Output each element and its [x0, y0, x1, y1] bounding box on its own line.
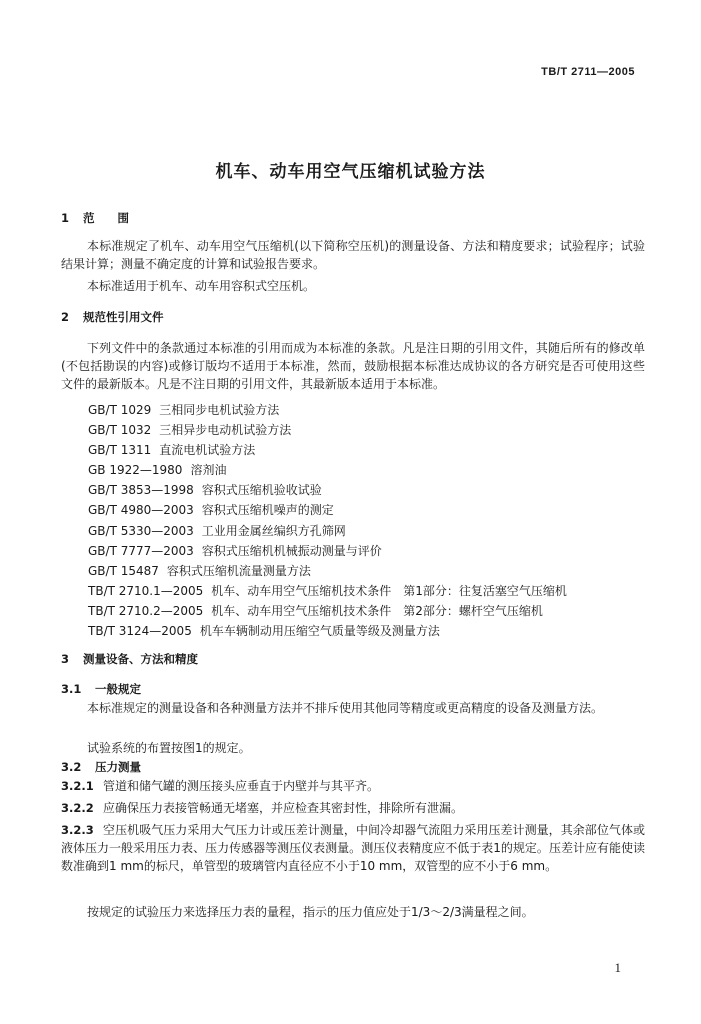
reference-item: [88, 561, 567, 581]
section-3-heading: [61, 651, 198, 667]
clause-text: 管道和储气罐的测压接头应垂直于内壁并与其平齐。: [103, 779, 380, 793]
section-number: 2: [61, 310, 70, 324]
reference-item: [88, 460, 567, 480]
section-number: 3: [61, 652, 70, 666]
clause-number: 3.2.3: [61, 823, 94, 837]
clause-3-2-2: [61, 799, 645, 817]
section-3-2-paragraph: 按规定的试验压力来选择压力表的量程，指示的压力值应处于1/3～2/3满量程之间。: [87, 905, 534, 919]
reference-title: 容积式压缩机流量测量方法: [166, 563, 311, 578]
reference-list: [88, 400, 567, 641]
reference-item: [88, 400, 567, 420]
section-title: 范 围: [83, 211, 129, 225]
reference-title: 机车、动车用空气压缩机技术条件 第1部分：往复活塞空气压缩机: [211, 583, 567, 598]
reference-code: TB/T 2710.2—2005: [88, 603, 204, 618]
reference-code: GB/T 15487: [88, 563, 159, 578]
clause-3-2-3: [61, 821, 645, 875]
section-2-heading: [61, 309, 164, 325]
reference-title: 直流电机试验方法: [159, 443, 256, 458]
clause-text: 空压机吸气压力采用大气压力计或压差计测量，中间冷却器气流阻力采用压差计测量，其余部位气体或液体压力一般采用压力表、压力传感器等测压仪表测量。测压仪表精度应不低于表1的规定。压差计应有能使读数准确到1 mm的标尺，单管型的玻璃管内直径应不小于10 mm，双管型的应不小于6 mm。: [61, 823, 645, 873]
section-1-paragraph-2: 本标准适用于机车、动车用容积式空压机。: [87, 279, 316, 293]
subsection-number: 3.2: [61, 760, 82, 774]
reference-code: GB/T 1311: [88, 443, 152, 458]
reference-item: [88, 521, 567, 541]
reference-item: [88, 440, 567, 460]
reference-title: 机车车辆制动用压缩空气质量等级及测量方法: [199, 624, 440, 639]
reference-code: GB 1922—1980: [88, 463, 183, 478]
section-1-heading: [61, 210, 129, 226]
reference-item: [88, 480, 567, 500]
clause-number: 3.2.1: [61, 779, 94, 793]
document-title: 机车、动车用空气压缩机试验方法: [215, 162, 486, 182]
section-3-1-paragraph-1: 本标准规定的测量设备和各种测量方法并不排斥使用其他同等精度或更高精度的设备及测量方法。: [87, 701, 604, 715]
clause-3-2-1: [61, 777, 645, 795]
reference-code: GB/T 5330—2003: [88, 523, 194, 538]
section-title: 测量设备、方法和精度: [83, 652, 198, 666]
subsection-number: 3.1: [61, 682, 82, 696]
reference-title: 容积式压缩机机械振动测量与评价: [201, 543, 382, 558]
reference-title: 三相同步电机试验方法: [159, 403, 280, 417]
reference-item: [88, 621, 567, 641]
section-title: 规范性引用文件: [83, 310, 164, 324]
reference-item: [88, 420, 567, 440]
reference-item: [88, 541, 567, 561]
section-3-1-heading: [61, 681, 141, 697]
reference-title: 三相异步电动机试验方法: [159, 423, 292, 438]
section-number: 1: [61, 211, 70, 225]
standard-number: TB/T 2711—2005: [541, 66, 635, 78]
page-number: 1: [614, 960, 621, 975]
reference-code: GB/T 3853—1998: [88, 483, 194, 498]
reference-title: 容积式压缩机噪声的测定: [201, 503, 334, 518]
reference-code: TB/T 3124—2005: [88, 624, 192, 639]
subsection-title: 一般规定: [95, 682, 141, 696]
section-2-paragraph: 下列文件中的条款通过本标准的引用而成为本标准的条款。凡是注日期的引用文件，其随后所有的修改单(不包括勘误的内容)或修订版均不适用于本标准，然而，鼓励根据本标准达成协议的各方研究是否可使用这些文件的最新版本。凡是不注日期的引用文件，其最新版本适用于本标准。: [61, 341, 645, 391]
reference-title: 工业用金属丝编织方孔筛网: [201, 523, 346, 538]
reference-code: GB/T 1029: [88, 403, 152, 417]
reference-code: GB/T 1032: [88, 423, 152, 438]
reference-title: 容积式压缩机验收试验: [201, 483, 322, 498]
reference-item: [88, 601, 567, 621]
section-3-1-paragraph-2: 试验系统的布置按图1的规定。: [87, 741, 251, 755]
clause-text: 应确保压力表接管畅通无堵塞，并应检查其密封性，排除所有泄漏。: [103, 801, 464, 815]
reference-code: GB/T 7777—2003: [88, 543, 194, 558]
clause-number: 3.2.2: [61, 801, 94, 815]
reference-title: 机车、动车用空气压缩机技术条件 第2部分：螺杆空气压缩机: [211, 603, 543, 618]
reference-code: TB/T 2710.1—2005: [88, 583, 204, 598]
reference-item: [88, 500, 567, 520]
subsection-title: 压力测量: [95, 760, 141, 774]
reference-item: [88, 581, 567, 601]
reference-title: 溶剂油: [190, 463, 227, 478]
section-3-2-heading: [61, 759, 141, 775]
section-1-paragraph-1: 本标准规定了机车、动车用空气压缩机(以下简称空压机)的测量设备、方法和精度要求；试验程序；试验结果计算；测量不确定度的计算和试验报告要求。: [61, 239, 645, 271]
reference-code: GB/T 4980—2003: [88, 503, 194, 518]
